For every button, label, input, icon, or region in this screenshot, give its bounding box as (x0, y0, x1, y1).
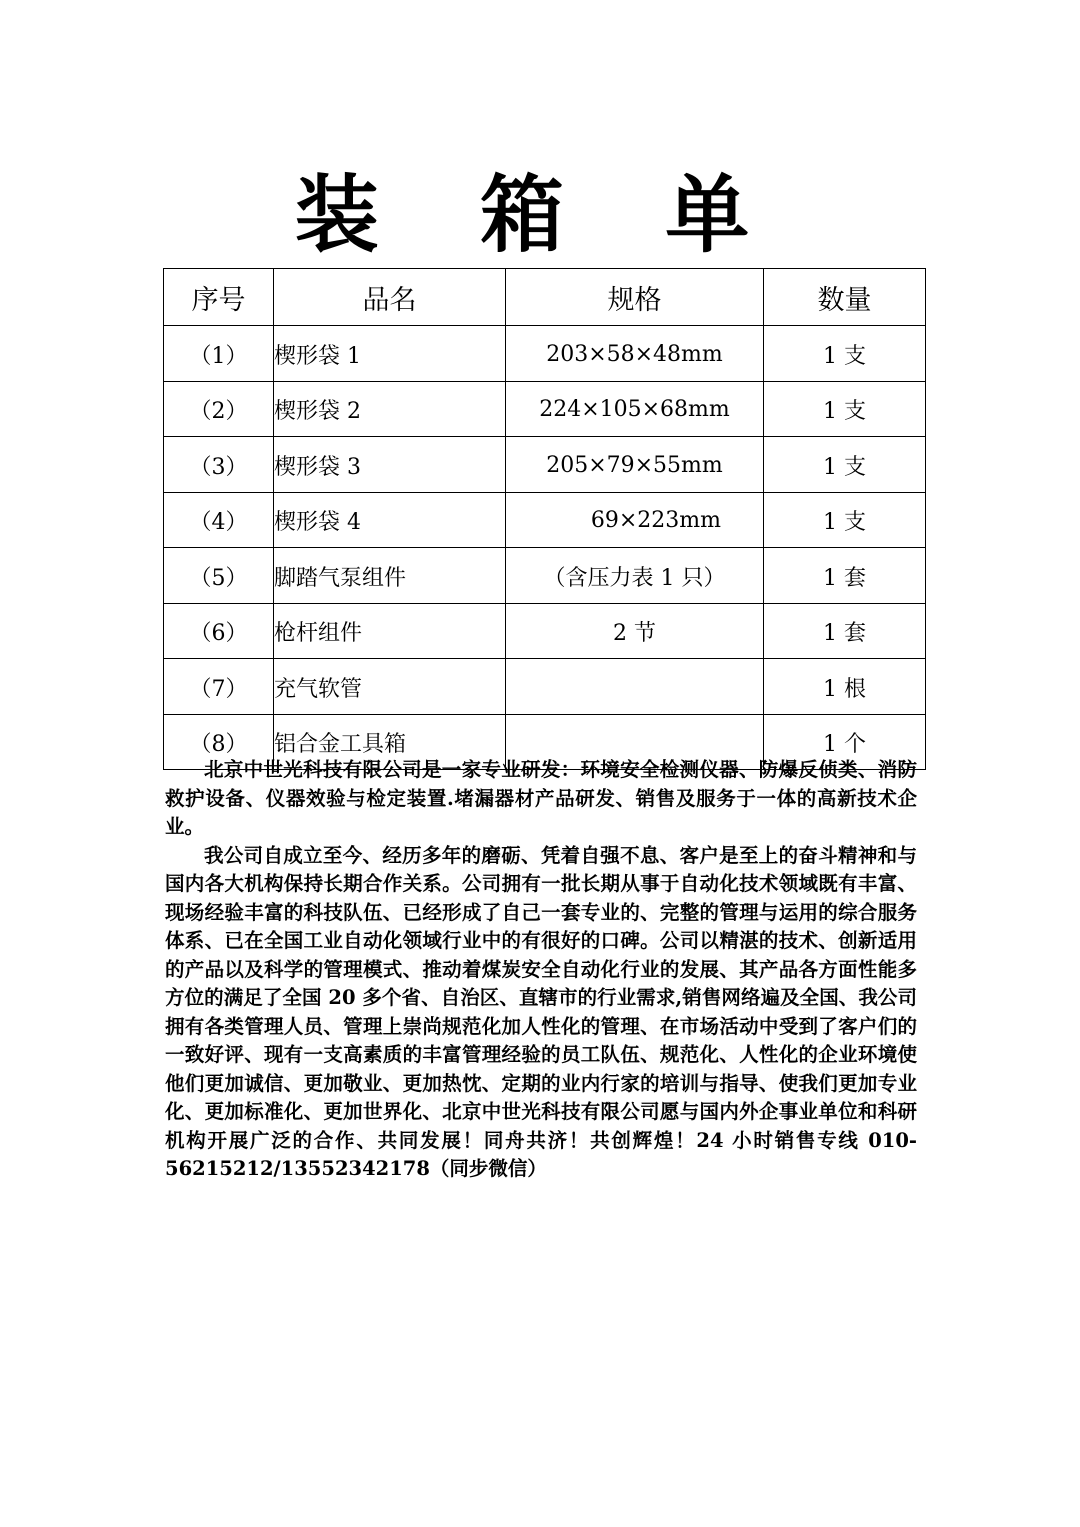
packing-table (163, 268, 926, 770)
table-row (164, 603, 926, 659)
cell-spec: （含压力表 1 只） (506, 548, 764, 604)
header-qty: 数量 (764, 269, 926, 326)
table-row (164, 548, 926, 604)
cell-name: 楔形袋 2 (274, 381, 506, 437)
table-header-row (164, 269, 926, 326)
cell-no: （6） (164, 603, 274, 659)
cell-name: 铝合金工具箱 (274, 714, 506, 770)
cell-spec: 2 节 (506, 603, 764, 659)
cell-name: 枪杆组件 (274, 603, 506, 659)
cell-qty: 1 根 (764, 659, 926, 715)
cell-no: （8） (164, 714, 274, 770)
cell-qty: 1 支 (764, 326, 926, 382)
cell-spec: 203×58×48mm (506, 326, 764, 382)
cell-name: 楔形袋 4 (274, 492, 506, 548)
table-row (164, 659, 926, 715)
cell-spec (506, 659, 764, 715)
page-title: 装 箱 单 (294, 166, 786, 264)
cell-qty: 1 套 (764, 548, 926, 604)
cell-qty: 1 支 (764, 437, 926, 493)
header-spec: 规格 (506, 269, 764, 326)
cell-no: （1） (164, 326, 274, 382)
cell-name: 充气软管 (274, 659, 506, 715)
cell-name: 楔形袋 3 (274, 437, 506, 493)
cell-name: 楔形袋 1 (274, 326, 506, 382)
intro-paragraph: 北京中世光科技有限公司是一家专业研发：环境安全检测仪器、防爆反侦类、消防救护设备、仪器效验与检定装置.堵漏器材产品研发、销售及服务于一体的高新技术企业。 (165, 758, 917, 838)
cell-qty: 1 套 (764, 603, 926, 659)
cell-spec: 69×223mm (506, 492, 764, 548)
table-row (164, 492, 926, 548)
cell-no: （3） (164, 437, 274, 493)
cell-name: 脚踏气泵组件 (274, 548, 506, 604)
history-paragraph: 我公司自成立至今、经历多年的磨砺、凭着自强不息、客户是至上的奋斗精神和与国内各大机构保持长期合作关系。公司拥有一批长期从事于自动化技术领域既有丰富、现场经验丰富的科技队伍、已经形成了自己一套专业的、完整的管理与运用的综合服务体系、已在全国工业自动化领域行业中的有很好的口碑。公司以精湛的技术、创新适用的产品以及科学的管理模式、推动着煤炭安全自动化行业的发展、其产品各方面性能多方位的满足了全国 20 多个省、自治区、直辖市的行业需求,销售网络遍及全国、我公司拥有各类管理人员、管理上崇尚规范化加人性化的管理、在市场活动中受到了客户们的一致好评、现有一支高素质的丰富管理经验的员工队伍、规范化、人性化的企业环境使他们更加诚信、更加敬业、更加热忱、定期的业内行家的培训与指导、使我们更加专业化、更加标准化、更加世界化、北京中世光科技有限公司愿与国内外企事业单位和科研机构开展广泛的合作、共同发展！同舟共济！共创辉煌！24 小时销售专线 010-56215212/13552342178（同步微信） (165, 843, 917, 1180)
header-name: 品名 (274, 269, 506, 326)
company-description (165, 756, 917, 1184)
header-no: 序号 (164, 269, 274, 326)
cell-spec: 224×105×68mm (506, 381, 764, 437)
table-row (164, 326, 926, 382)
cell-qty: 1 支 (764, 492, 926, 548)
cell-no: （5） (164, 548, 274, 604)
cell-no: （2） (164, 381, 274, 437)
cell-spec: 205×79×55mm (506, 437, 764, 493)
cell-qty: 1 个 (764, 714, 926, 770)
cell-no: （7） (164, 659, 274, 715)
table-row (164, 381, 926, 437)
cell-qty: 1 支 (764, 381, 926, 437)
table-row (164, 437, 926, 493)
cell-no: （4） (164, 492, 274, 548)
